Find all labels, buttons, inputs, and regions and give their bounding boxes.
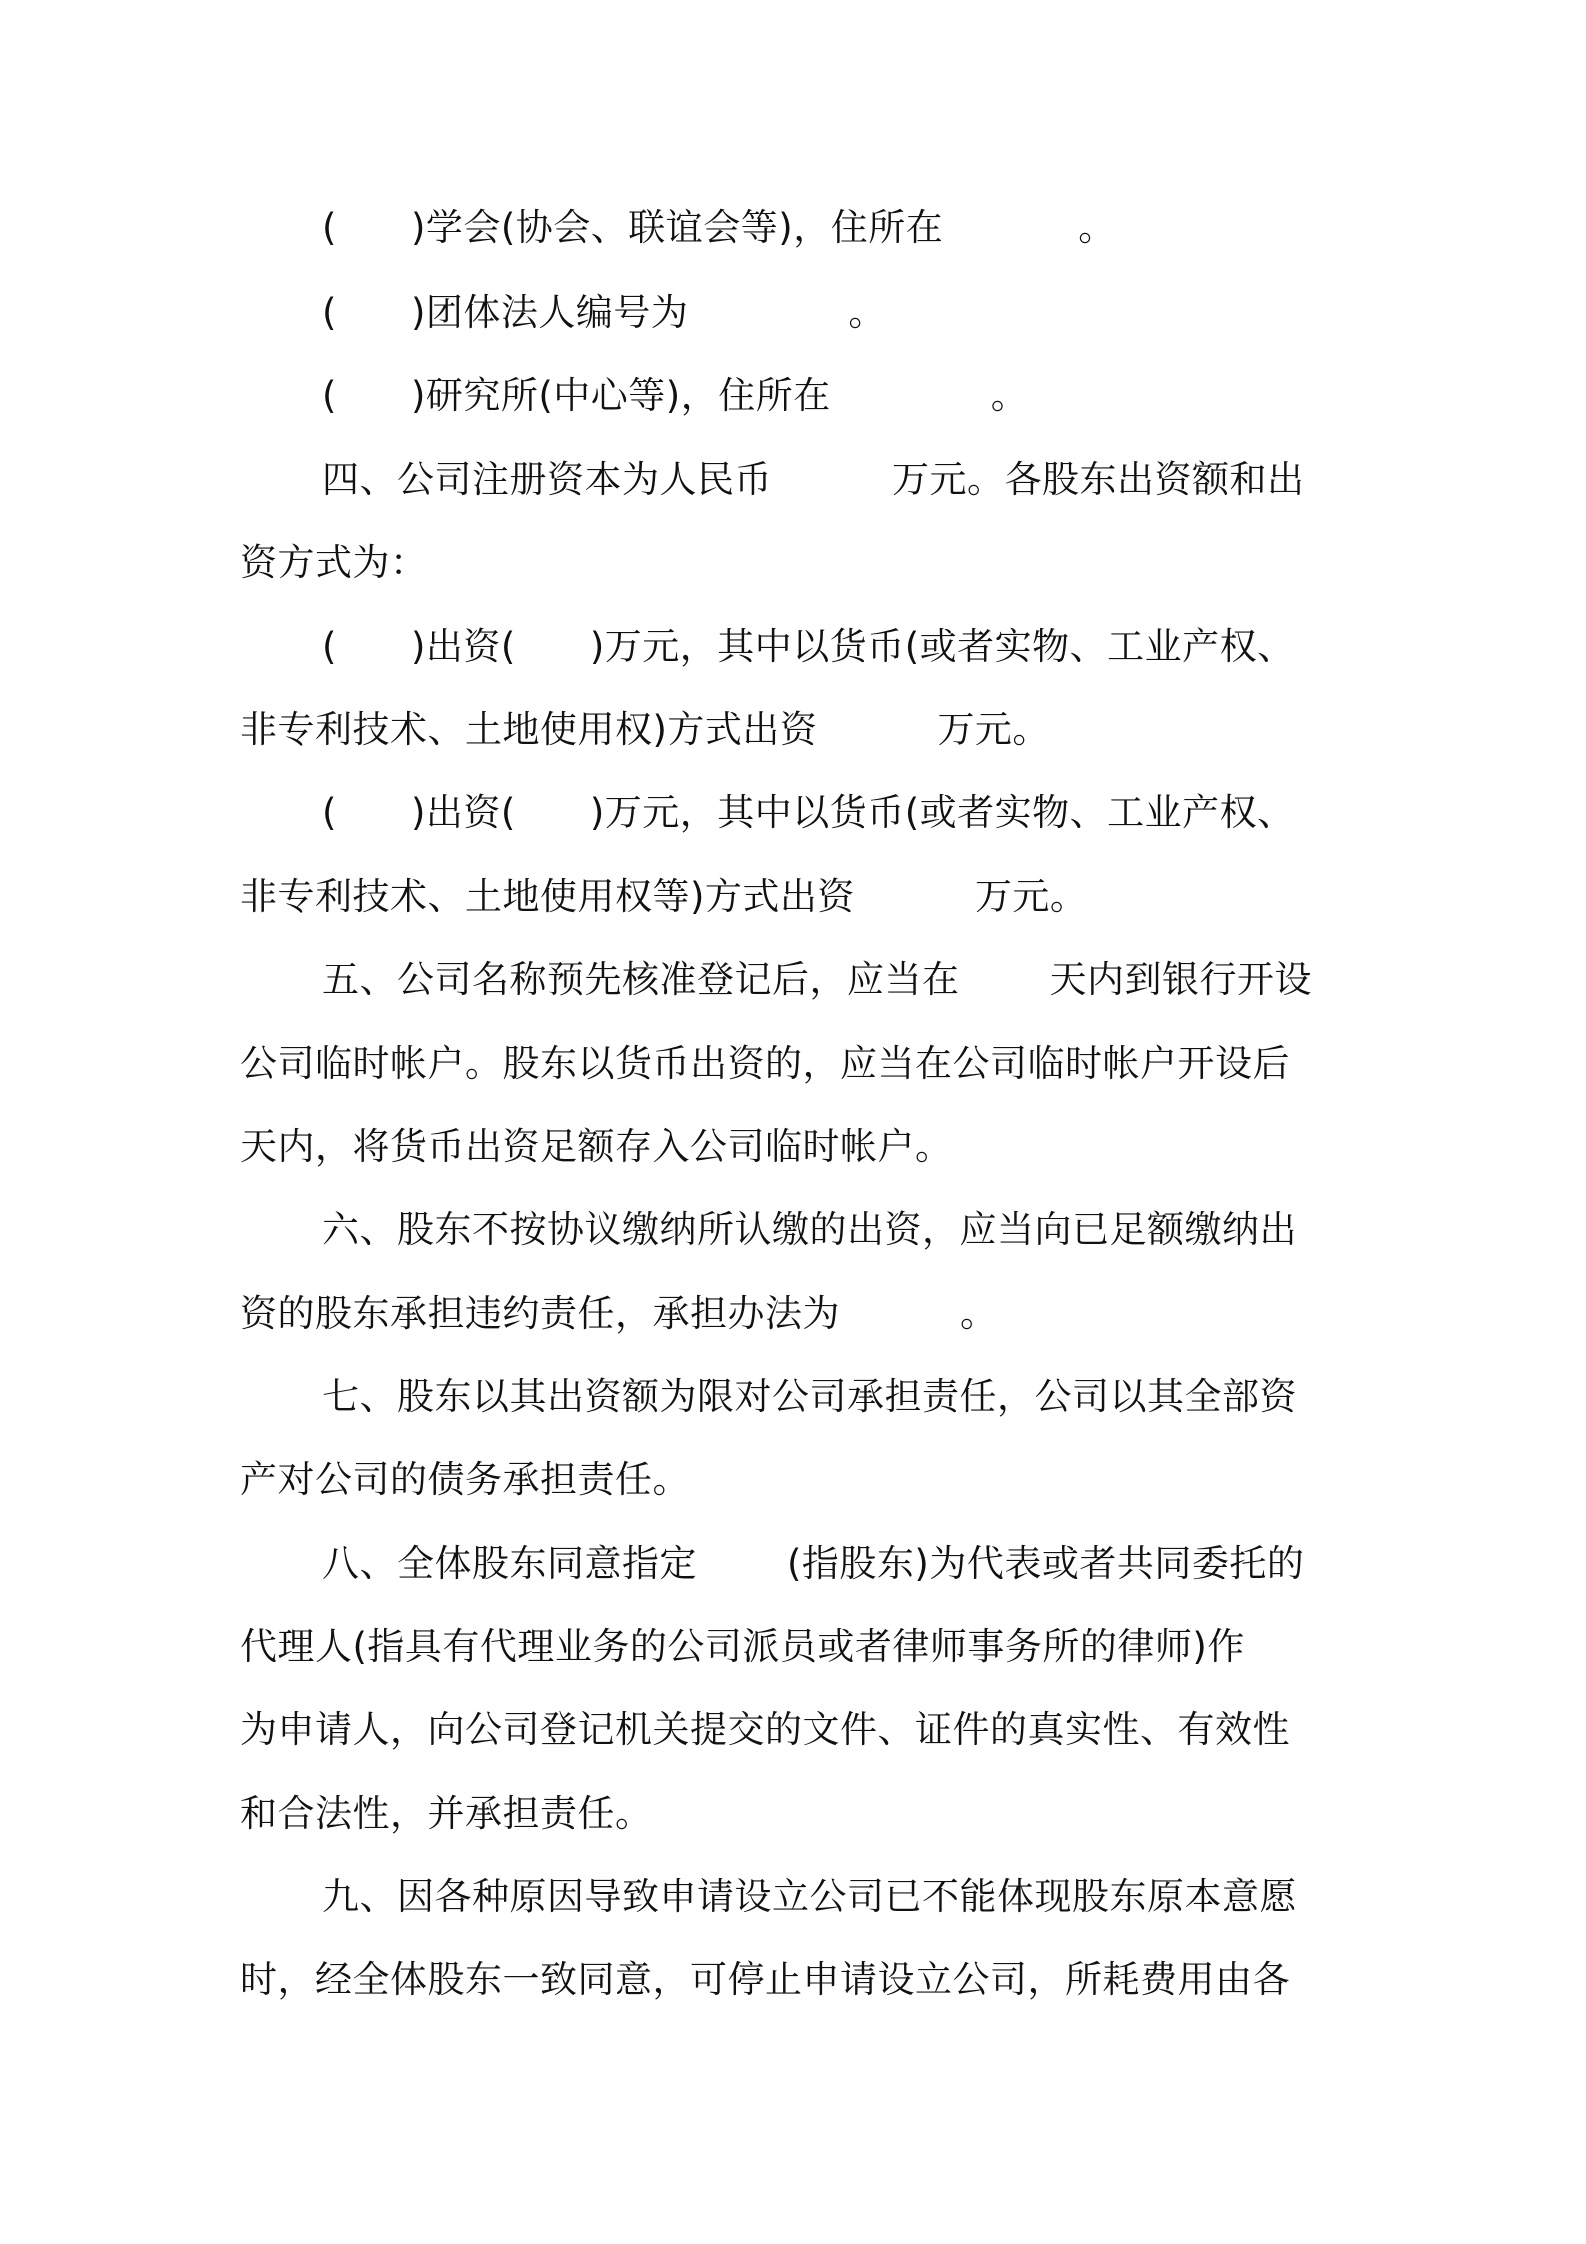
text-line [322,366,1350,426]
paragraph-6-line-2 [240,1284,1350,1344]
open-paren: ( [322,206,337,249]
line-text: 和合法性，并承担责任。 [240,1792,653,1835]
line-text: 产对公司的债务承担责任。 [240,1458,690,1501]
line-text: 八、全体股东同意指定 [322,1542,697,1585]
line-text: )学会(协会、联谊会等)，住所在 [410,206,944,249]
line-end: 。 [960,1292,998,1335]
paragraph-8-line-2 [240,1617,1350,1677]
text-line [322,198,1350,258]
line-end: 。 [1078,206,1116,249]
paragraph-7-line-1 [322,1367,1350,1427]
line-text: )万元，其中以货币(或者实物、工业产权、 [589,791,1295,834]
paragraph-8-line-1 [322,1534,1350,1594]
line-text: 万元。 [974,875,1088,918]
paragraph-9-line-2 [240,1950,1350,2010]
line-text: 四、公司注册资本为人民币 [322,458,772,501]
text-line [240,867,1350,927]
paragraph-6-line-1 [322,1200,1350,1260]
line-text: 万元。各股东出资额和出 [892,458,1305,501]
line-text: 天内，将货币出资足额存入公司临时帐户。 [240,1125,953,1168]
line-text: )团体法人编号为 [410,291,689,334]
line-text: 资方式为： [240,541,428,584]
paragraph-5-line-1 [322,950,1350,1010]
open-paren: ( [322,625,337,668]
line-text: 九、因各种原因导致申请设立公司已不能体现股东原本意愿 [322,1875,1297,1918]
text-line [322,783,1350,843]
line-text: 七、股东以其出资额为限对公司承担责任，公司以其全部资 [322,1375,1297,1418]
line-text: )万元，其中以货币(或者实物、工业产权、 [589,625,1295,668]
paragraph-4-line-1 [322,450,1350,510]
line-text: )出资( [410,625,516,668]
line-text: (指股东)为代表或者共同委托的 [787,1542,1305,1585]
open-paren: ( [322,291,337,334]
paragraph-5-line-2 [240,1034,1350,1094]
paragraph-8-line-4 [240,1784,1350,1844]
paragraph-7-line-2 [240,1450,1350,1510]
line-text: 六、股东不按协议缴纳所认缴的出资，应当向已足额缴纳出 [322,1208,1297,1251]
text-line [322,283,1350,343]
line-text: 公司临时帐户。股东以货币出资的，应当在公司临时帐户开设后 [240,1042,1290,1085]
line-text: 时，经全体股东一致同意，可停止申请设立公司，所耗费用由各 [240,1958,1290,2001]
open-paren: ( [322,791,337,834]
paragraph-5-line-3 [240,1117,1350,1177]
paragraph-9-line-1 [322,1867,1350,1927]
line-text: )研究所(中心等)，住所在 [410,374,831,417]
line-end: 。 [848,291,886,334]
line-text: 代理人(指具有代理业务的公司派员或者律师事务所的律师)作 [240,1625,1245,1668]
paragraph-4-line-2 [240,533,1350,593]
line-text: 非专利技术、土地使用权等)方式出资 [240,875,855,918]
line-text: 五、公司名称预先核准登记后，应当在 [322,958,960,1001]
open-paren: ( [322,374,337,417]
line-text: )出资( [410,791,516,834]
paragraph-8-line-3 [240,1700,1350,1760]
line-text: 资的股东承担违约责任，承担办法为 [240,1292,840,1335]
line-text: 非专利技术、土地使用权)方式出资 [240,708,818,751]
line-end: 。 [990,374,1029,417]
line-text: 天内到银行开设 [1049,958,1312,1001]
line-text: 万元。 [937,708,1050,751]
text-line [322,617,1350,677]
line-text: 为申请人，向公司登记机关提交的文件、证件的真实性、有效性 [240,1708,1290,1751]
text-line [240,700,1350,760]
